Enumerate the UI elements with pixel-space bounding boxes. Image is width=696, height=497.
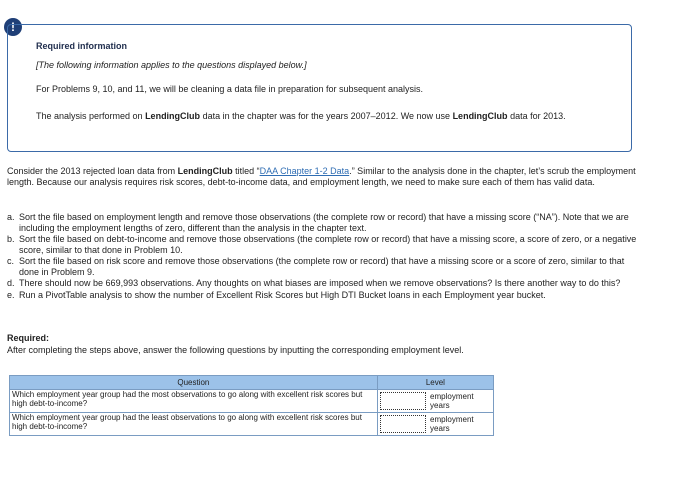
brand-name: LendingClub: [452, 111, 508, 121]
alert-icon: !: [4, 18, 22, 36]
table-row: [10, 390, 494, 413]
level-cell: [377, 390, 493, 413]
question-column-header: Question: [10, 376, 378, 390]
step-label: a.: [7, 212, 15, 222]
brand-name: LendingClub: [177, 166, 233, 176]
info-p2-part-a: The analysis performed on: [36, 111, 146, 121]
step-item: [7, 212, 637, 233]
info-p2-part-c: data for 2013.: [507, 111, 566, 121]
data-file-link[interactable]: DAA Chapter 1-2 Data: [259, 166, 350, 176]
step-text: Sort the file based on employment length and remove those observations (the complete row or record) that have a missing score (“NA”). Note that we are including the employment lengths of zero, different than the analysis in the chapter text.: [19, 212, 629, 233]
info-p2-part-b: data in the chapter was for the years 2007–2012. We now use: [200, 111, 453, 121]
step-item: [7, 234, 637, 255]
info-paragraph-1: For Problems 9, 10, and 11, we will be cleaning a data file in preparation for subsequent analysis.: [36, 84, 424, 94]
info-note: [The following information applies to the questions displayed below.]: [36, 60, 307, 70]
question-cell: Which employment year group had the most observations to go along with excellent risk scores but high debt-to-income?: [10, 390, 378, 413]
info-title: Required information: [36, 41, 128, 51]
level-column-header: Level: [377, 376, 493, 390]
intro-part-b: titled “: [232, 166, 260, 176]
level-cell: [377, 413, 493, 436]
step-label: d.: [7, 278, 15, 288]
required-information-box: [7, 24, 632, 152]
table-header-row: [10, 376, 494, 390]
info-paragraph-2: [36, 111, 616, 122]
intro-part-a: Consider the 2013 rejected loan data from: [7, 166, 178, 176]
level-answer-input[interactable]: [380, 415, 426, 433]
step-label: e.: [7, 289, 15, 300]
level-suffix: employment years: [430, 392, 474, 410]
required-heading: Required:: [7, 333, 50, 343]
step-text: There should now be 669,993 observations. Any thoughts on what biases are imposed when we remove observations? Is there another way to do this?: [19, 278, 621, 288]
step-text: Sort the file based on risk score and remove those observations (the complete row or record) that have a missing score or a score of zero, similar to that done in Problem 9.: [19, 256, 625, 277]
step-item: [7, 290, 637, 301]
step-label: b.: [7, 234, 15, 244]
intro-paragraph: [7, 166, 637, 188]
level-suffix: employment years: [430, 415, 474, 433]
step-item: [7, 256, 637, 277]
question-cell: Which employment year group had the least observations to go along with excellent risk scores but high debt-to-income?: [10, 413, 378, 436]
step-item: [7, 278, 637, 289]
step-text: Run a PivotTable analysis to show the number of Excellent Risk Scores but High DTI Bucket loans in each Employment year bucket.: [19, 289, 546, 300]
level-answer-input[interactable]: [380, 392, 426, 410]
answer-table: [9, 375, 494, 436]
brand-name: LendingClub: [145, 111, 201, 121]
step-label: c.: [7, 256, 15, 266]
steps-list: [7, 212, 637, 301]
intro-part-c: .” Similar to the analysis done in the chapter, let’s scrub the employment length. Because our analysis requires risk scores, debt-to-income data, and employment length, we need to make sure each of them has valid data.: [7, 166, 636, 187]
table-row: [10, 413, 494, 436]
required-instructions: After completing the steps above, answer the following questions by inputting the corresponding employment level.: [7, 345, 464, 355]
step-text: Sort the file based on debt-to-income and remove those observations (the complete row or record) that have a missing score, a score of zero, or a negative score, similar to that done in Problem 10.: [19, 234, 637, 255]
